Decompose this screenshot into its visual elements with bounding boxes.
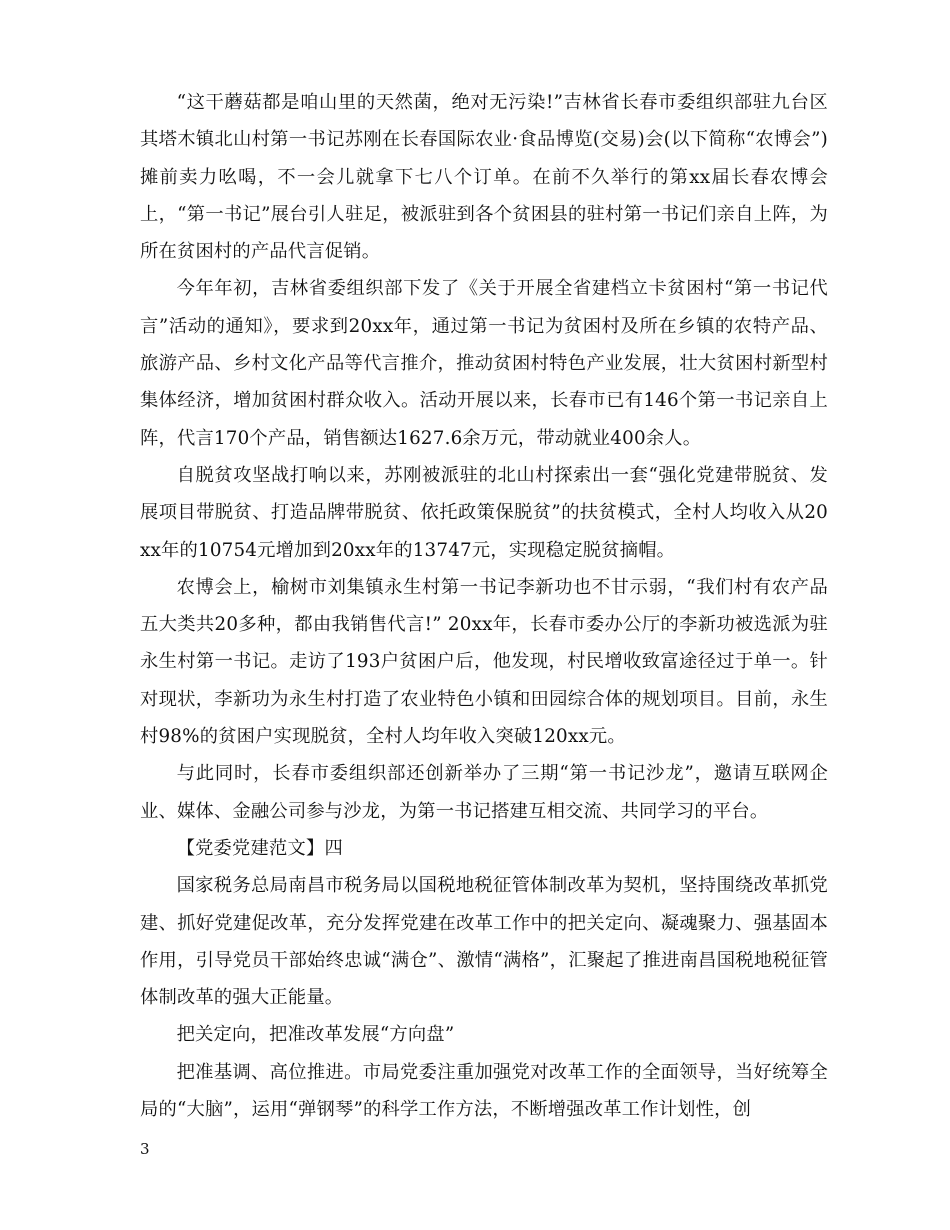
section-heading: 【党委党建范文】四 (176, 837, 343, 859)
paragraph-1: “这干蘑菇都是咱山里的天然菌，绝对无污染!”吉林省长春市委组织部驻九台区其塔木镇北山村第一书记苏刚在长春国际农业·食品博览(交易)会(以下简称“农博会”)摊前卖力吆喝，不一会儿就拿下七八个订单。在前不久举行的第xx届长春农博会上，“第一书记”展台引人驻足，被派驻到各个贫困县的驻村第一书记们亲自上阵，为所在贫困村的产品代言促销。 (140, 92, 828, 263)
paragraph-4: 农博会上，榆树市刘集镇永生村第一书记李新功也不甘示弱，“我们村有农产品五大类共20多种，都由我销售代言!” 20xx年，长春市委办公厅的李新功被选派为驻永生村第一书记。走访了193户贫困户后，他发现，村民增收致富途径过于单一。针对现状，李新功为永生村打造了农业特色小镇和田园综合体的规划项目。目前，永生村98%的贫困户实现脱贫，全村人均年收入突破120xx元。 (140, 576, 828, 748)
page-number: 3 (140, 1140, 150, 1158)
paragraph-6: 国家税务总局南昌市税务局以国税地税征管体制改革为契机，坚持围绕改革抓党建、抓好党建促改革，充分发挥党建在改革工作中的把关定向、凝魂聚力、强基固本作用，引导党员干部始终忠诚“满仓”、激情“满格”，汇聚起了推进南昌国税地税征管体制改革的强大正能量。 (140, 875, 828, 1009)
paragraph-7: 把准基调、高位推进。市局党委注重加强党对改革工作的全面领导，当好统筹全局的“大脑”，运用“弹钢琴”的科学工作方法，不断增强改革工作计划性，创 (140, 1061, 828, 1121)
subheading: 把关定向，把准改革发展“方向盘” (176, 1024, 455, 1046)
paragraph-2: 今年年初，吉林省委组织部下发了《关于开展全省建档立卡贫困村“第一书记代言”活动的通知》，要求到20xx年，通过第一书记为贫困村及所在乡镇的农特产品、旅游产品、乡村文化产品等代言推介，推动贫困村特色产业发展，壮大贫困村新型村集体经济，增加贫困村群众收入。活动开展以来，长春市已有146个第一书记亲自上阵，代言170个产品，销售额达1627.6余万元，带动就业400余人。 (140, 278, 828, 449)
document-body (140, 84, 828, 1128)
paragraph-5: 与此同时，长春市委组织部还创新举办了三期“第一书记沙龙”，邀请互联网企业、媒体、金融公司参与沙龙，为第一书记搭建互相交流、共同学习的平台。 (140, 763, 828, 822)
paragraph-3: 自脱贫攻坚战打响以来，苏刚被派驻的北山村探索出一套“强化党建带脱贫、发展项目带脱贫、打造品牌带脱贫、依托政策保脱贫”的扶贫模式，全村人均收入从20xx年的10754元增加到20xx年的13747元，实现稳定脱贫摘帽。 (140, 464, 828, 561)
